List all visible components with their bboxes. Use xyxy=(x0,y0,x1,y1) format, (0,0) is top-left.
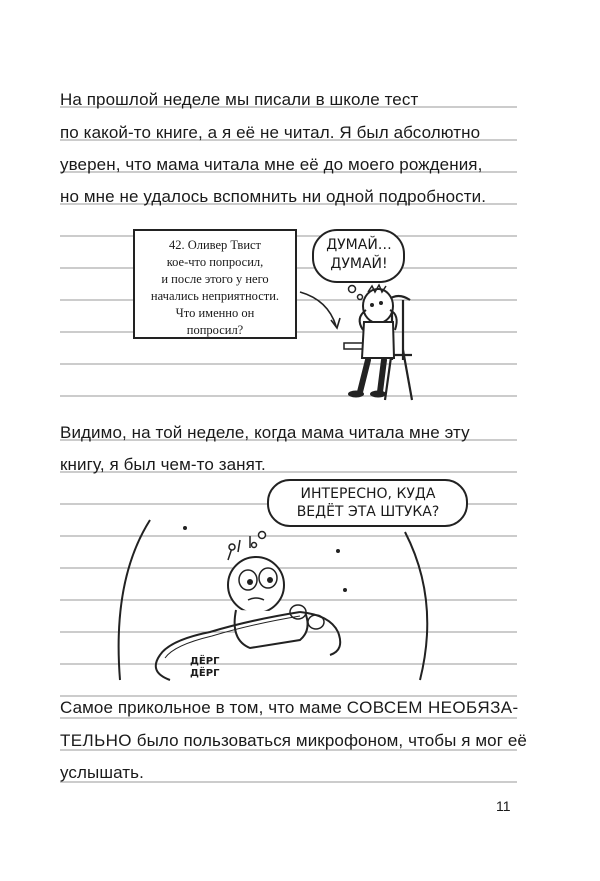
paragraph1-line3: уверен, что мама читала мне её до моего рождения, xyxy=(60,155,483,174)
sound-line: ДЁРГ xyxy=(190,656,220,667)
thought-line: ИНТЕРЕСНО, КУДА xyxy=(300,486,436,502)
paragraph3-line3: услышать. xyxy=(60,763,144,782)
thought-line: ДУМАЙ! xyxy=(330,256,388,272)
test-question-line: Что именно он xyxy=(175,306,255,320)
paragraph1-line1: На прошлой неделе мы писали в школе тест xyxy=(60,90,419,109)
paragraph3-line1 xyxy=(60,698,519,718)
paragraph3-line2 xyxy=(60,731,527,751)
sound-line: ДЁРГ xyxy=(190,668,220,679)
paragraph3-line2-text: было пользоваться микрофоном, чтобы я мог её xyxy=(131,731,527,750)
sound-effect xyxy=(190,656,219,680)
test-question-line: попросил? xyxy=(186,323,244,337)
thought-line: ВЕДЁТ ЭТА ШТУКА? xyxy=(296,504,440,520)
paragraph1-line4: но мне не удалось вспомнить ни одной подробности. xyxy=(60,187,487,206)
paragraph2-line1: Видимо, на той неделе, когда мама читала мне эту xyxy=(60,423,470,442)
paragraph3-line1-text: Самое прикольное в том, что маме xyxy=(60,698,347,717)
thought-bubble-text-2 xyxy=(272,485,464,521)
test-question-line: начались неприятности. xyxy=(150,289,280,303)
paragraph3-line1-emphasis: СОВСЕМ НЕОБЯЗА- xyxy=(346,698,519,717)
test-question-line: кое-что попросил, xyxy=(166,255,264,269)
paragraph1-line2: по какой-то книге, а я её не читал. Я был абсолютно xyxy=(60,123,481,142)
paragraph2-line2: книгу, я был чем-то занят. xyxy=(60,455,266,474)
test-question-line: и после этого у него xyxy=(161,272,269,286)
paragraph3-line2-emphasis: ТЕЛЬНО xyxy=(60,731,132,750)
test-question-line: 42. Оливер Твист xyxy=(168,238,262,252)
thought-line: ДУМАЙ… xyxy=(326,237,392,253)
page-number: 11 xyxy=(496,798,511,814)
